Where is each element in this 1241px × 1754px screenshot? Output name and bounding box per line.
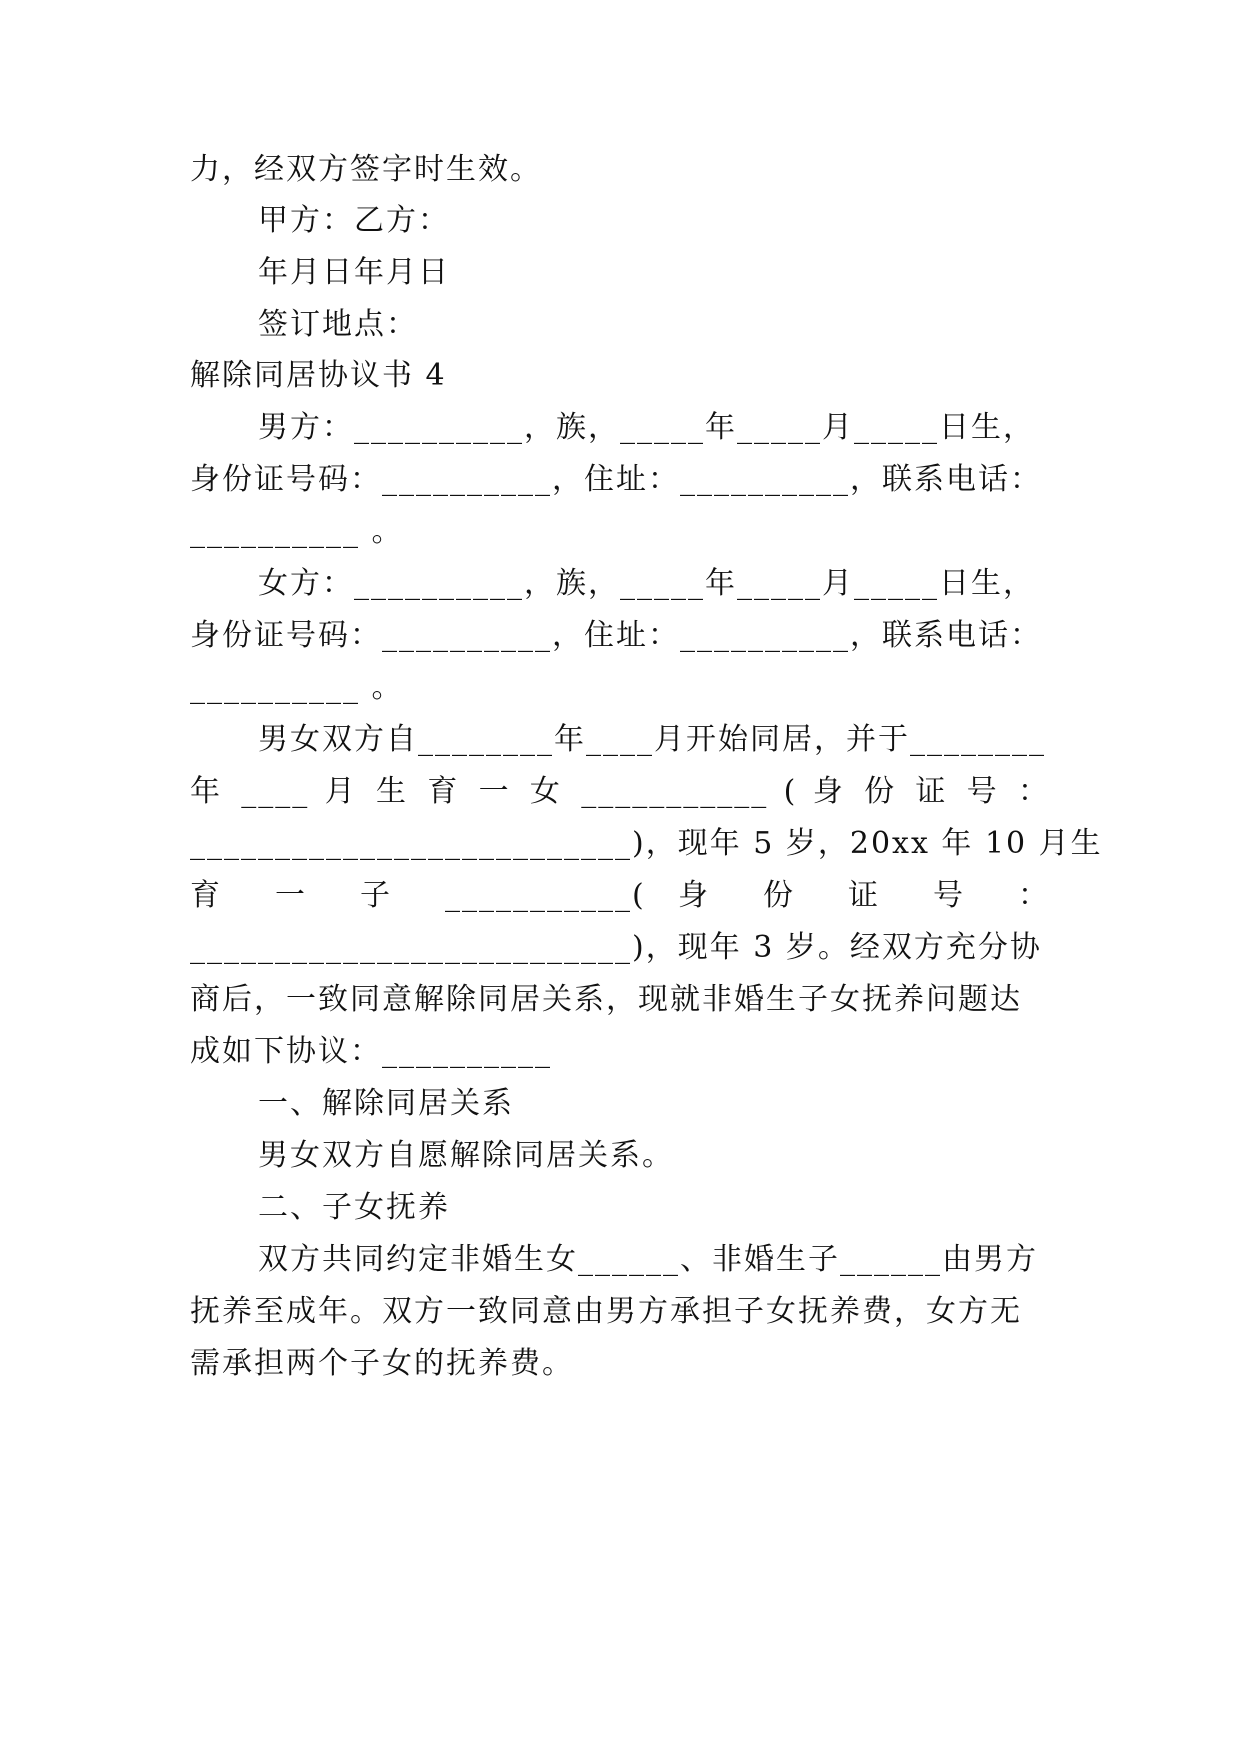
text-line: __________________________)，现年 3 岁。经双方充分协	[190, 930, 1042, 965]
text-line: 商后，一致同意解除同居关系，现就非婚生子女抚养问题达	[190, 982, 1022, 1017]
male-party-id-line: 身份证号码：__________，住址：__________，联系电话：	[190, 462, 1042, 497]
text-line: 双方共同约定非婚生女______、非婚生子______由男方	[258, 1242, 1038, 1277]
male-party-phone-line: __________ 。	[190, 514, 404, 549]
female-party-line: 女方：__________，族，_____年_____月_____日生，	[258, 566, 1035, 601]
text-line: 年 ____ 月 生 育 一 女 ___________ ( 身 份 证 号 ：	[190, 774, 1050, 809]
signing-place-line: 签订地点：	[258, 307, 418, 342]
section-heading: 解除同居协议书 4	[190, 358, 447, 393]
text-line: 力，经双方签字时生效。	[190, 152, 542, 187]
text-line: 需承担两个子女的抚养费。	[190, 1346, 574, 1381]
signature-dates-line: 年月日年月日	[258, 255, 450, 290]
text-line: __________________________)，现年 5 岁，20xx 年 10 月生	[190, 826, 1103, 861]
signature-parties-line: 甲方：乙方：	[258, 203, 450, 238]
female-party-id-line: 身份证号码：__________，住址：__________，联系电话：	[190, 618, 1042, 653]
text-line: 育 一 子 ___________( 身 份 证 号 ：	[190, 878, 1050, 913]
male-party-line: 男方：__________，族，_____年_____月_____日生，	[258, 410, 1035, 445]
female-party-phone-line: __________ 。	[190, 670, 404, 705]
text-line: 成如下协议：__________	[190, 1034, 552, 1069]
text-line: 男女双方自________年____月开始同居，并于________	[258, 722, 1046, 757]
clause-heading: 二、子女抚养	[258, 1190, 450, 1225]
text-line: 男女双方自愿解除同居关系。	[258, 1138, 674, 1173]
text-line: 抚养至成年。双方一致同意由男方承担子女抚养费，女方无	[190, 1294, 1022, 1329]
clause-heading: 一、解除同居关系	[258, 1086, 514, 1121]
